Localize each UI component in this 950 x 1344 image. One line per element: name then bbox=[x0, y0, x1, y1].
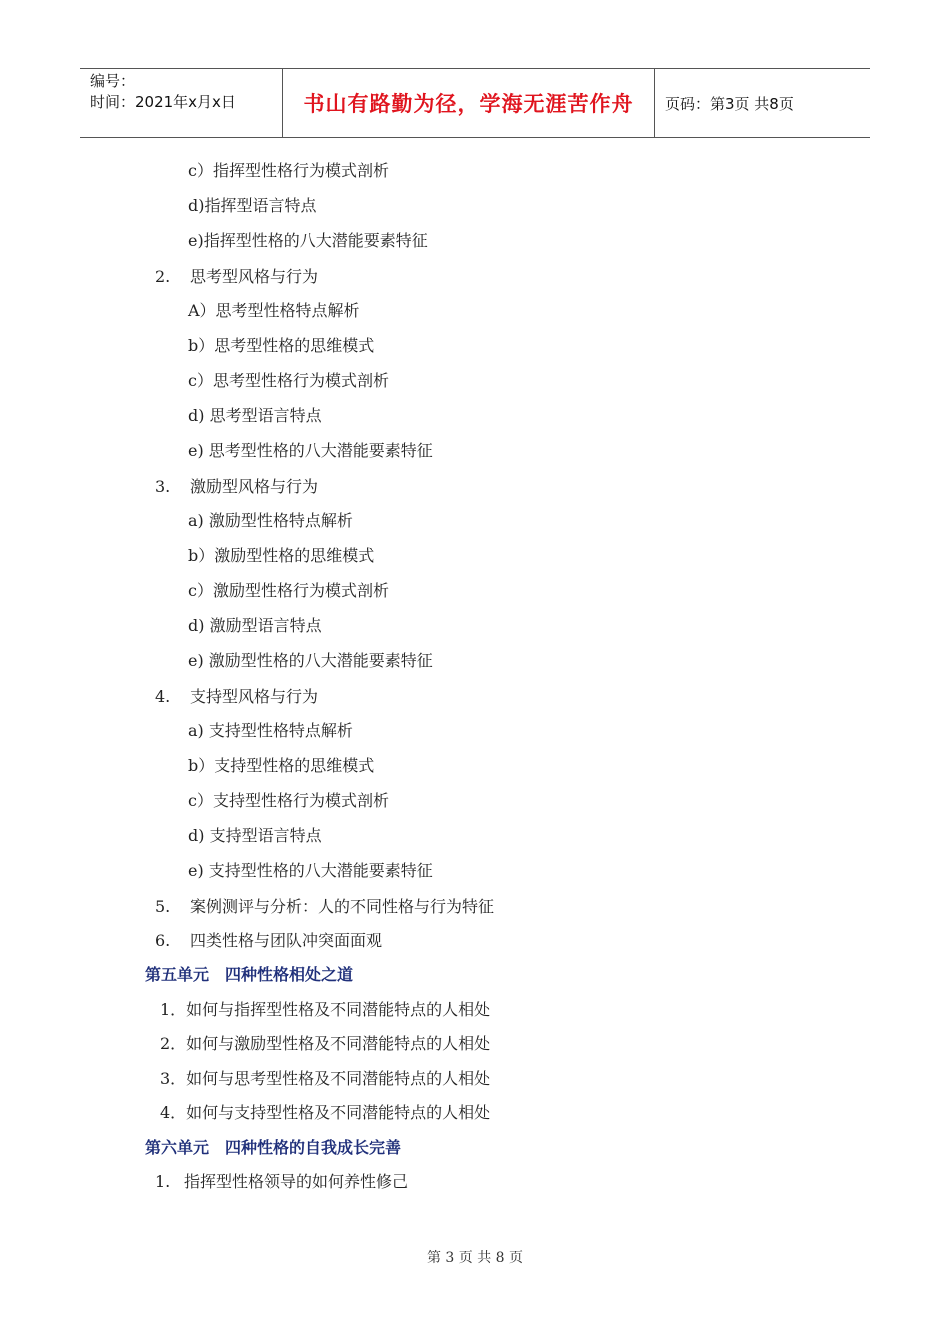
header-motto: 书山有路勤为径，学海无涯苦作舟 bbox=[282, 69, 655, 137]
list-item: e) 思考型性格的八大潜能要素特征 bbox=[188, 441, 433, 460]
code-label: 编号： bbox=[90, 72, 136, 90]
list-item: d)指挥型语言特点 bbox=[188, 196, 317, 215]
unit-item: 4．如何与支持型性格及不同潜能特点的人相处 bbox=[160, 1103, 491, 1122]
unit-item: 指挥型性格领导的如何养性修己 bbox=[184, 1172, 409, 1191]
header-left bbox=[80, 69, 282, 137]
list-item: d) 激励型语言特点 bbox=[188, 616, 322, 635]
time-label: 时间：2021年x月x日 bbox=[90, 93, 236, 111]
page-footer: 第 3 页 共 8 页 bbox=[426, 1250, 524, 1266]
section-number: 5. bbox=[155, 897, 171, 916]
section-number: 2. bbox=[155, 267, 171, 286]
section-heading: 思考型风格与行为 bbox=[190, 267, 319, 286]
list-item: c）思考型性格行为模式剖析 bbox=[188, 371, 389, 390]
list-item: c）指挥型性格行为模式剖析 bbox=[188, 161, 389, 180]
page-header bbox=[80, 68, 870, 138]
list-item: e)指挥型性格的八大潜能要素特征 bbox=[188, 231, 428, 250]
list-item: b）思考型性格的思维模式 bbox=[188, 336, 375, 355]
list-item: e) 支持型性格的八大潜能要素特征 bbox=[188, 861, 433, 880]
section-heading: 案例测评与分析：人的不同性格与行为特征 bbox=[190, 897, 495, 916]
section-number: 1. bbox=[155, 1172, 171, 1191]
section-number: 3. bbox=[155, 477, 171, 496]
list-item: A）思考型性格特点解析 bbox=[188, 301, 360, 320]
unit-item: 2．如何与激励型性格及不同潜能特点的人相处 bbox=[160, 1034, 491, 1053]
section-heading: 激励型风格与行为 bbox=[190, 477, 319, 496]
section-heading: 支持型风格与行为 bbox=[190, 687, 319, 706]
list-item: a) 支持型性格特点解析 bbox=[188, 721, 353, 740]
list-item: e) 激励型性格的八大潜能要素特征 bbox=[188, 651, 433, 670]
section-heading: 四类性格与团队冲突面面观 bbox=[190, 931, 383, 950]
list-item: b）支持型性格的思维模式 bbox=[188, 756, 375, 775]
unit-heading: 第五单元 四种性格相处之道 bbox=[145, 965, 354, 984]
section-number: 4. bbox=[155, 687, 171, 706]
list-item: c）激励型性格行为模式剖析 bbox=[188, 581, 389, 600]
section-number: 6. bbox=[155, 931, 171, 950]
header-page-label: 页码：第3页 共8页 bbox=[665, 94, 794, 113]
unit-item: 1．如何与指挥型性格及不同潜能特点的人相处 bbox=[160, 1000, 491, 1019]
list-item: a) 激励型性格特点解析 bbox=[188, 511, 353, 530]
unit-item: 3．如何与思考型性格及不同潜能特点的人相处 bbox=[160, 1069, 491, 1088]
list-item: d) 思考型语言特点 bbox=[188, 406, 322, 425]
list-item: c）支持型性格行为模式剖析 bbox=[188, 791, 389, 810]
list-item: d) 支持型语言特点 bbox=[188, 826, 322, 845]
list-item: b）激励型性格的思维模式 bbox=[188, 546, 375, 565]
unit-heading: 第六单元 四种性格的自我成长完善 bbox=[145, 1138, 402, 1157]
